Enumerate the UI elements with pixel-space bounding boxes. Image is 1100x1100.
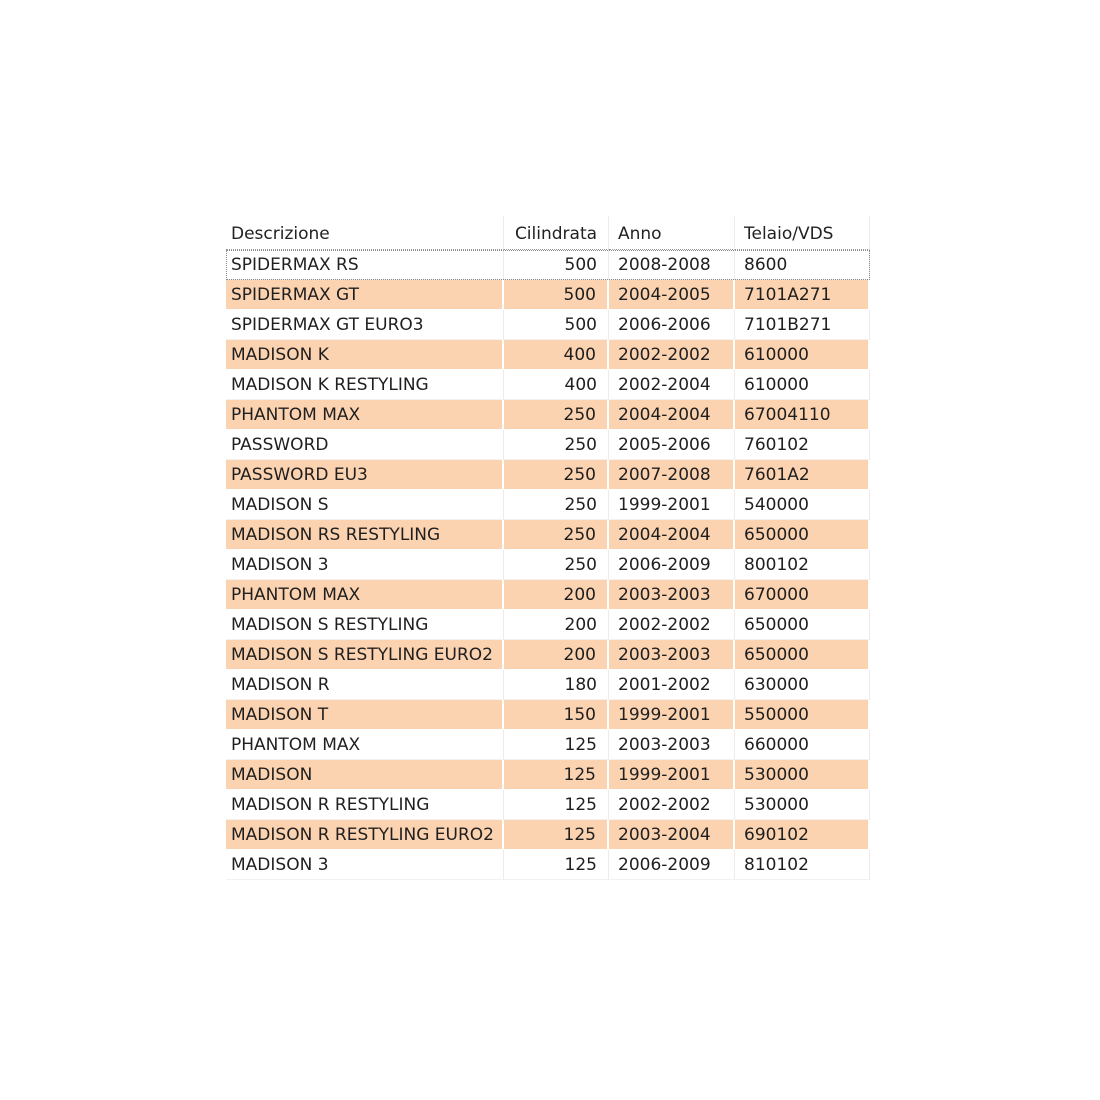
- cell-anno: 2002-2002: [609, 340, 735, 370]
- cell-telaio-vds: 540000: [735, 490, 870, 520]
- cell-anno: 2006-2009: [609, 550, 735, 580]
- cell-telaio-vds: 690102: [735, 820, 870, 850]
- cell-descrizione: MADISON S RESTYLING: [226, 610, 504, 640]
- cell-telaio-vds: 67004110: [735, 400, 870, 430]
- cell-cilindrata: 500: [504, 250, 609, 280]
- cell-telaio-vds: 530000: [735, 760, 870, 790]
- cell-anno: 1999-2001: [609, 760, 735, 790]
- cell-anno: 2004-2005: [609, 280, 735, 310]
- cell-cilindrata: 250: [504, 550, 609, 580]
- cell-descrizione: MADISON K: [226, 340, 504, 370]
- cell-cilindrata: 150: [504, 700, 609, 730]
- cell-anno: 2002-2004: [609, 370, 735, 400]
- cell-descrizione: PHANTOM MAX: [226, 580, 504, 610]
- cell-anno: 2002-2002: [609, 610, 735, 640]
- header-cilindrata[interactable]: Cilindrata: [504, 216, 609, 250]
- table-row[interactable]: [226, 640, 870, 670]
- cell-descrizione: PHANTOM MAX: [226, 730, 504, 760]
- table-row[interactable]: [226, 310, 870, 340]
- table-row[interactable]: [226, 580, 870, 610]
- table-row[interactable]: [226, 850, 870, 880]
- cell-anno: 2003-2003: [609, 730, 735, 760]
- cell-descrizione: PASSWORD EU3: [226, 460, 504, 490]
- cell-anno: 2008-2008: [609, 250, 735, 280]
- cell-telaio-vds: 800102: [735, 550, 870, 580]
- cell-descrizione: PHANTOM MAX: [226, 400, 504, 430]
- cell-anno: 2003-2003: [609, 580, 735, 610]
- cell-anno: 2004-2004: [609, 520, 735, 550]
- cell-cilindrata: 250: [504, 400, 609, 430]
- cell-descrizione: PASSWORD: [226, 430, 504, 460]
- cell-anno: 2003-2003: [609, 640, 735, 670]
- cell-descrizione: MADISON R RESTYLING: [226, 790, 504, 820]
- table-row[interactable]: [226, 250, 870, 280]
- table-row[interactable]: [226, 670, 870, 700]
- cell-anno: 2003-2004: [609, 820, 735, 850]
- cell-anno: 2002-2002: [609, 790, 735, 820]
- cell-cilindrata: 125: [504, 850, 609, 880]
- header-descrizione[interactable]: Descrizione: [226, 216, 504, 250]
- table-row[interactable]: [226, 730, 870, 760]
- cell-descrizione: SPIDERMAX GT EURO3: [226, 310, 504, 340]
- cell-telaio-vds: 660000: [735, 730, 870, 760]
- cell-descrizione: MADISON 3: [226, 850, 504, 880]
- cell-cilindrata: 125: [504, 820, 609, 850]
- cell-cilindrata: 200: [504, 580, 609, 610]
- cell-descrizione: MADISON K RESTYLING: [226, 370, 504, 400]
- cell-cilindrata: 250: [504, 430, 609, 460]
- cell-cilindrata: 250: [504, 520, 609, 550]
- cell-anno: 2004-2004: [609, 400, 735, 430]
- cell-telaio-vds: 670000: [735, 580, 870, 610]
- cell-cilindrata: 400: [504, 340, 609, 370]
- cell-descrizione: MADISON R: [226, 670, 504, 700]
- cell-telaio-vds: 7101B271: [735, 310, 870, 340]
- cell-telaio-vds: 610000: [735, 340, 870, 370]
- cell-cilindrata: 250: [504, 460, 609, 490]
- cell-telaio-vds: 610000: [735, 370, 870, 400]
- cell-cilindrata: 500: [504, 280, 609, 310]
- header-telaio-vds[interactable]: Telaio/VDS: [735, 216, 870, 250]
- cell-descrizione: MADISON R RESTYLING EURO2: [226, 820, 504, 850]
- table-row[interactable]: [226, 610, 870, 640]
- cell-telaio-vds: 7101A271: [735, 280, 870, 310]
- cell-telaio-vds: 550000: [735, 700, 870, 730]
- cell-anno: 1999-2001: [609, 490, 735, 520]
- table-row[interactable]: [226, 790, 870, 820]
- header-anno[interactable]: Anno: [609, 216, 735, 250]
- table-row[interactable]: [226, 820, 870, 850]
- cell-anno: 2007-2008: [609, 460, 735, 490]
- table-row[interactable]: [226, 430, 870, 460]
- cell-telaio-vds: 810102: [735, 850, 870, 880]
- cell-descrizione: MADISON T: [226, 700, 504, 730]
- table-row[interactable]: [226, 760, 870, 790]
- cell-cilindrata: 125: [504, 730, 609, 760]
- cell-anno: 2006-2009: [609, 850, 735, 880]
- cell-anno: 2005-2006: [609, 430, 735, 460]
- cell-telaio-vds: 7601A2: [735, 460, 870, 490]
- cell-descrizione: MADISON S RESTYLING EURO2: [226, 640, 504, 670]
- cell-telaio-vds: 650000: [735, 610, 870, 640]
- cell-descrizione: MADISON: [226, 760, 504, 790]
- cell-cilindrata: 500: [504, 310, 609, 340]
- cell-cilindrata: 250: [504, 490, 609, 520]
- table-row[interactable]: [226, 370, 870, 400]
- table-row[interactable]: [226, 550, 870, 580]
- table-row[interactable]: [226, 280, 870, 310]
- cell-descrizione: MADISON RS RESTYLING: [226, 520, 504, 550]
- table-row[interactable]: [226, 340, 870, 370]
- table-row[interactable]: [226, 700, 870, 730]
- cell-cilindrata: 180: [504, 670, 609, 700]
- cell-cilindrata: 200: [504, 610, 609, 640]
- cell-anno: 1999-2001: [609, 700, 735, 730]
- cell-cilindrata: 200: [504, 640, 609, 670]
- cell-telaio-vds: 650000: [735, 640, 870, 670]
- table-header: [226, 216, 870, 250]
- cell-anno: 2001-2002: [609, 670, 735, 700]
- cell-anno: 2006-2006: [609, 310, 735, 340]
- cell-telaio-vds: 530000: [735, 790, 870, 820]
- table-row[interactable]: [226, 520, 870, 550]
- table-row[interactable]: [226, 460, 870, 490]
- cell-descrizione: SPIDERMAX GT: [226, 280, 504, 310]
- cell-cilindrata: 125: [504, 790, 609, 820]
- table-row[interactable]: [226, 490, 870, 520]
- cell-telaio-vds: 650000: [735, 520, 870, 550]
- table-body: [226, 250, 870, 880]
- cell-cilindrata: 125: [504, 760, 609, 790]
- cell-descrizione: MADISON S: [226, 490, 504, 520]
- cell-cilindrata: 400: [504, 370, 609, 400]
- cell-telaio-vds: 630000: [735, 670, 870, 700]
- cell-descrizione: SPIDERMAX RS: [226, 250, 504, 280]
- cell-telaio-vds: 8600: [735, 250, 870, 280]
- table-row[interactable]: [226, 400, 870, 430]
- cell-telaio-vds: 760102: [735, 430, 870, 460]
- cell-descrizione: MADISON 3: [226, 550, 504, 580]
- data-grid: [226, 216, 870, 880]
